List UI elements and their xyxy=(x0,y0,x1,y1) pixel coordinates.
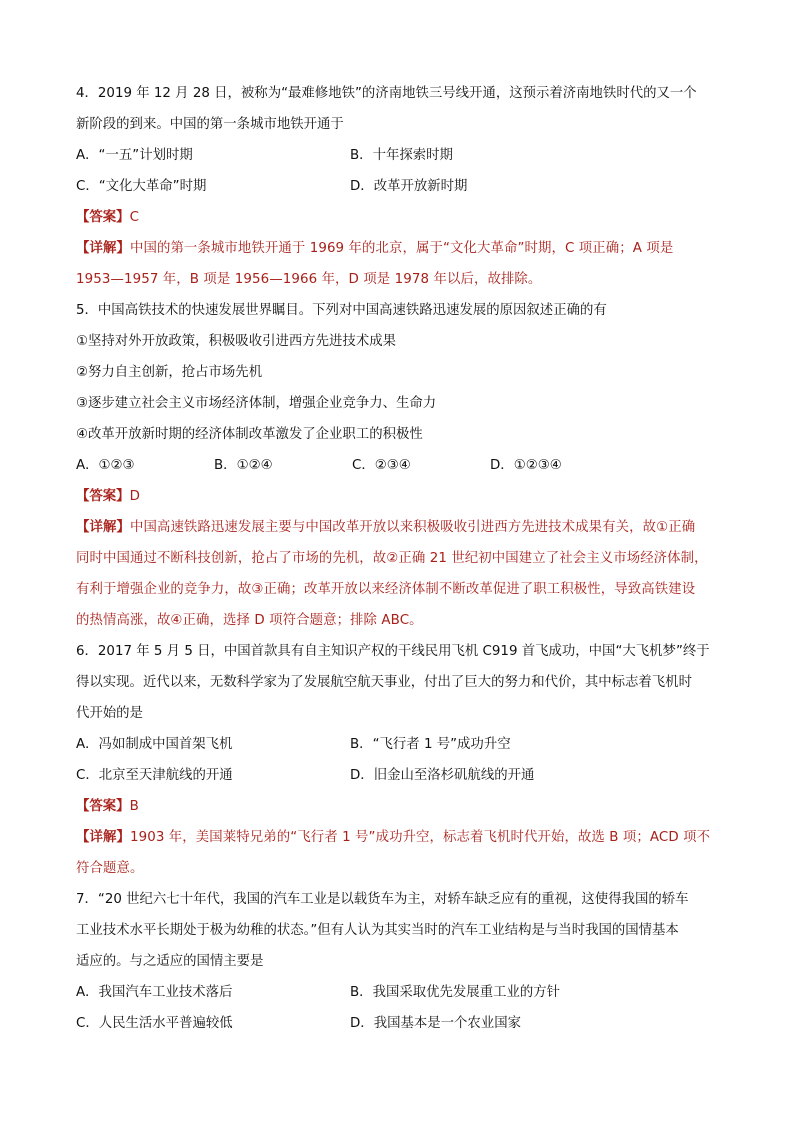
question-5 xyxy=(76,295,726,636)
question-7-stem-line-2: 工业技术水平长期处于极为幼稚的状态。”但有人认为其实当时的汽车工业结构是与当时我国的国情基本 xyxy=(76,923,679,938)
detail-text: 中国的第一条城市地铁开通于 1969 年的北京，属于“文化大革命”时期，C 项正确；A 项是 xyxy=(129,241,674,256)
detail-tag: 【详解】 xyxy=(76,520,130,535)
answer-tag: 【答案】 xyxy=(76,799,130,814)
question-4 xyxy=(76,78,726,295)
question-7-options-row-2 xyxy=(76,1008,726,1039)
question-5-stem-line-1: 5．中国高铁技术的快速发展世界瞩目。下列对中国高速铁路迅速发展的原因叙述正确的有 xyxy=(76,303,607,318)
question-4-stem-line-1: 4．2019 年 12 月 28 日，被称为“最难修地铁”的济南地铁三号线开通，这预示着济南地铁时代的又一个 xyxy=(76,86,697,101)
question-6-detail xyxy=(76,822,726,884)
answer-value: C xyxy=(129,210,139,225)
document-page xyxy=(76,78,726,1039)
question-4-option-b: B．十年探索时期 xyxy=(350,148,453,163)
detail-text: 中国高速铁路迅速发展主要与中国改革开放以来积极吸收引进西方先进技术成果有关，故①正确 xyxy=(129,520,696,535)
question-6-option-c: C．北京至天津航线的开通 xyxy=(76,768,233,783)
question-7-option-b: B．我国采取优先发展重工业的方针 xyxy=(350,985,561,1000)
detail-line: 的热情高涨，故④正确，选择 D 项符合题意；排除 ABC。 xyxy=(76,613,423,628)
detail-line: 同时中国通过不断科技创新，抢占了市场的先机，故②正确 21 世纪初中国建立了社会主义市场经济体制， xyxy=(76,551,708,566)
question-5-statement-1: ①坚持对外开放政策，积极吸收引进西方先进技术成果 xyxy=(76,334,396,349)
question-4-option-d: D．改革开放新时期 xyxy=(350,179,468,194)
question-5-detail xyxy=(76,512,726,636)
question-4-option-a: A．“一五”计划时期 xyxy=(76,148,193,163)
question-5-option-b: B．①②④ xyxy=(214,458,273,473)
question-5-option-c: C．②③④ xyxy=(352,458,411,473)
question-6 xyxy=(76,636,726,884)
detail-line xyxy=(76,822,726,853)
question-7-option-d: D．我国基本是一个农业国家 xyxy=(350,1016,521,1031)
question-6-option-d: D．旧金山至洛杉矶航线的开通 xyxy=(350,768,535,783)
question-7-options-row-1 xyxy=(76,977,726,1008)
question-6-options-row-1 xyxy=(76,729,726,760)
answer-value: D xyxy=(129,489,140,504)
question-5-statement-3: ③逐步建立社会主义市场经济体制，增强企业竞争力、生命力 xyxy=(76,396,437,411)
question-5-statement-2: ②努力自主创新，抢占市场先机 xyxy=(76,365,263,380)
detail-line: 有利于增强企业的竞争力，故③正确；改革开放以来经济体制不断改革促进了职工积极性，导致高铁建设 xyxy=(76,582,696,597)
question-5-option-d: D．①②③④ xyxy=(490,458,562,473)
question-6-stem-line-3: 代开始的是 xyxy=(76,706,143,721)
question-4-detail xyxy=(76,233,726,295)
detail-line: 1953—1957 年，B 项是 1956—1966 年，D 项是 1978 年以后，故排除。 xyxy=(76,272,542,287)
question-6-options-row-2 xyxy=(76,760,726,791)
question-5-options-row xyxy=(76,450,726,481)
question-4-answer xyxy=(76,202,726,233)
question-7-stem-line-1: 7．“20 世纪六七十年代，我国的汽车工业是以载货车为主，对轿车缺乏应有的重视，这使得我国的轿车 xyxy=(76,892,689,907)
question-7-option-c: C．人民生活水平普遍较低 xyxy=(76,1016,233,1031)
detail-line xyxy=(76,233,726,264)
answer-tag: 【答案】 xyxy=(76,210,130,225)
question-6-option-a: A．冯如制成中国首架飞机 xyxy=(76,737,233,752)
detail-text: 1903 年，美国莱特兄弟的“飞行者 1 号”成功升空，标志着飞机时代开始，故选 B 项；ACD 项不 xyxy=(129,830,711,845)
question-7-stem-line-3: 适应的。与之适应的国情主要是 xyxy=(76,954,264,969)
answer-value: B xyxy=(129,799,139,814)
question-4-option-c: C．“文化大革命”时期 xyxy=(76,179,207,194)
question-5-answer xyxy=(76,481,726,512)
question-5-option-a: A．①②③ xyxy=(76,458,135,473)
question-7-option-a: A．我国汽车工业技术落后 xyxy=(76,985,233,1000)
detail-line: 符合题意。 xyxy=(76,861,144,876)
detail-line xyxy=(76,512,726,543)
question-6-stem-line-2: 得以实现。近代以来，无数科学家为了发展航空航天事业，付出了巨大的努力和代价，其中标志着飞机时 xyxy=(76,675,692,690)
detail-tag: 【详解】 xyxy=(76,830,130,845)
question-6-stem-line-1: 6．2017 年 5 月 5 日，中国首款具有自主知识产权的干线民用飞机 C919 首飞成功，中国“大飞机梦”终于 xyxy=(76,644,710,659)
question-4-options-row-2 xyxy=(76,171,726,202)
question-4-options-row-1 xyxy=(76,140,726,171)
detail-tag: 【详解】 xyxy=(76,241,130,256)
question-6-answer xyxy=(76,791,726,822)
question-4-stem-line-2: 新阶段的到来。中国的第一条城市地铁开通于 xyxy=(76,117,344,132)
question-5-statement-4: ④改革开放新时期的经济体制改革激发了企业职工的积极性 xyxy=(76,427,423,442)
question-6-option-b: B．“飞行者 1 号”成功升空 xyxy=(350,737,511,752)
answer-tag: 【答案】 xyxy=(76,489,130,504)
question-7 xyxy=(76,884,726,1039)
